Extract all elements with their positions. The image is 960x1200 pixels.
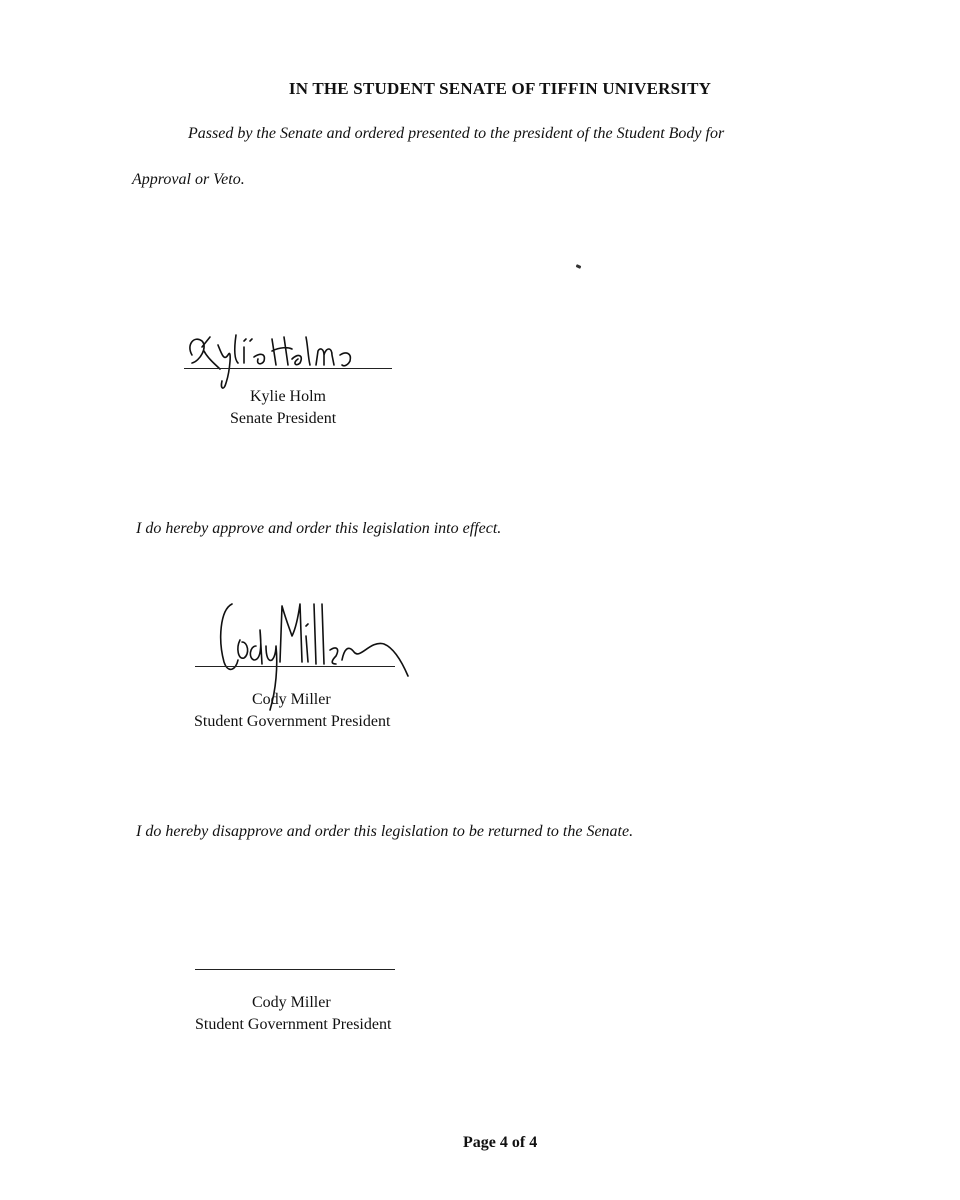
senate-president-title: Senate President xyxy=(230,410,337,427)
approve-statement: I do hereby approve and order this legislation into effect. xyxy=(136,520,502,537)
passage-text-line-1: Passed by the Senate and ordered presented to the president of the Student Body for xyxy=(188,125,725,142)
disapproval-signatory-title: Student Government President xyxy=(195,1016,392,1033)
senate-president-name: Kylie Holm xyxy=(250,388,326,405)
kylie-holm-signature xyxy=(180,325,400,395)
approval-signature-line xyxy=(195,666,395,667)
document-heading: IN THE STUDENT SENATE OF TIFFIN UNIVERSITY xyxy=(288,79,712,98)
page-number: Page 4 of 4 xyxy=(463,1134,538,1151)
disapproval-signatory-name: Cody Miller xyxy=(252,994,331,1011)
senate-president-signature-line xyxy=(184,368,392,369)
passage-text-line-2: Approval or Veto. xyxy=(132,171,245,188)
approval-signatory-title: Student Government President xyxy=(194,713,391,730)
disapproval-signature-line xyxy=(195,969,395,970)
scan-speck xyxy=(576,264,582,269)
disapprove-statement: I do hereby disapprove and order this legislation to be returned to the Senate. xyxy=(136,823,634,840)
approval-signatory-name: Cody Miller xyxy=(252,691,331,708)
